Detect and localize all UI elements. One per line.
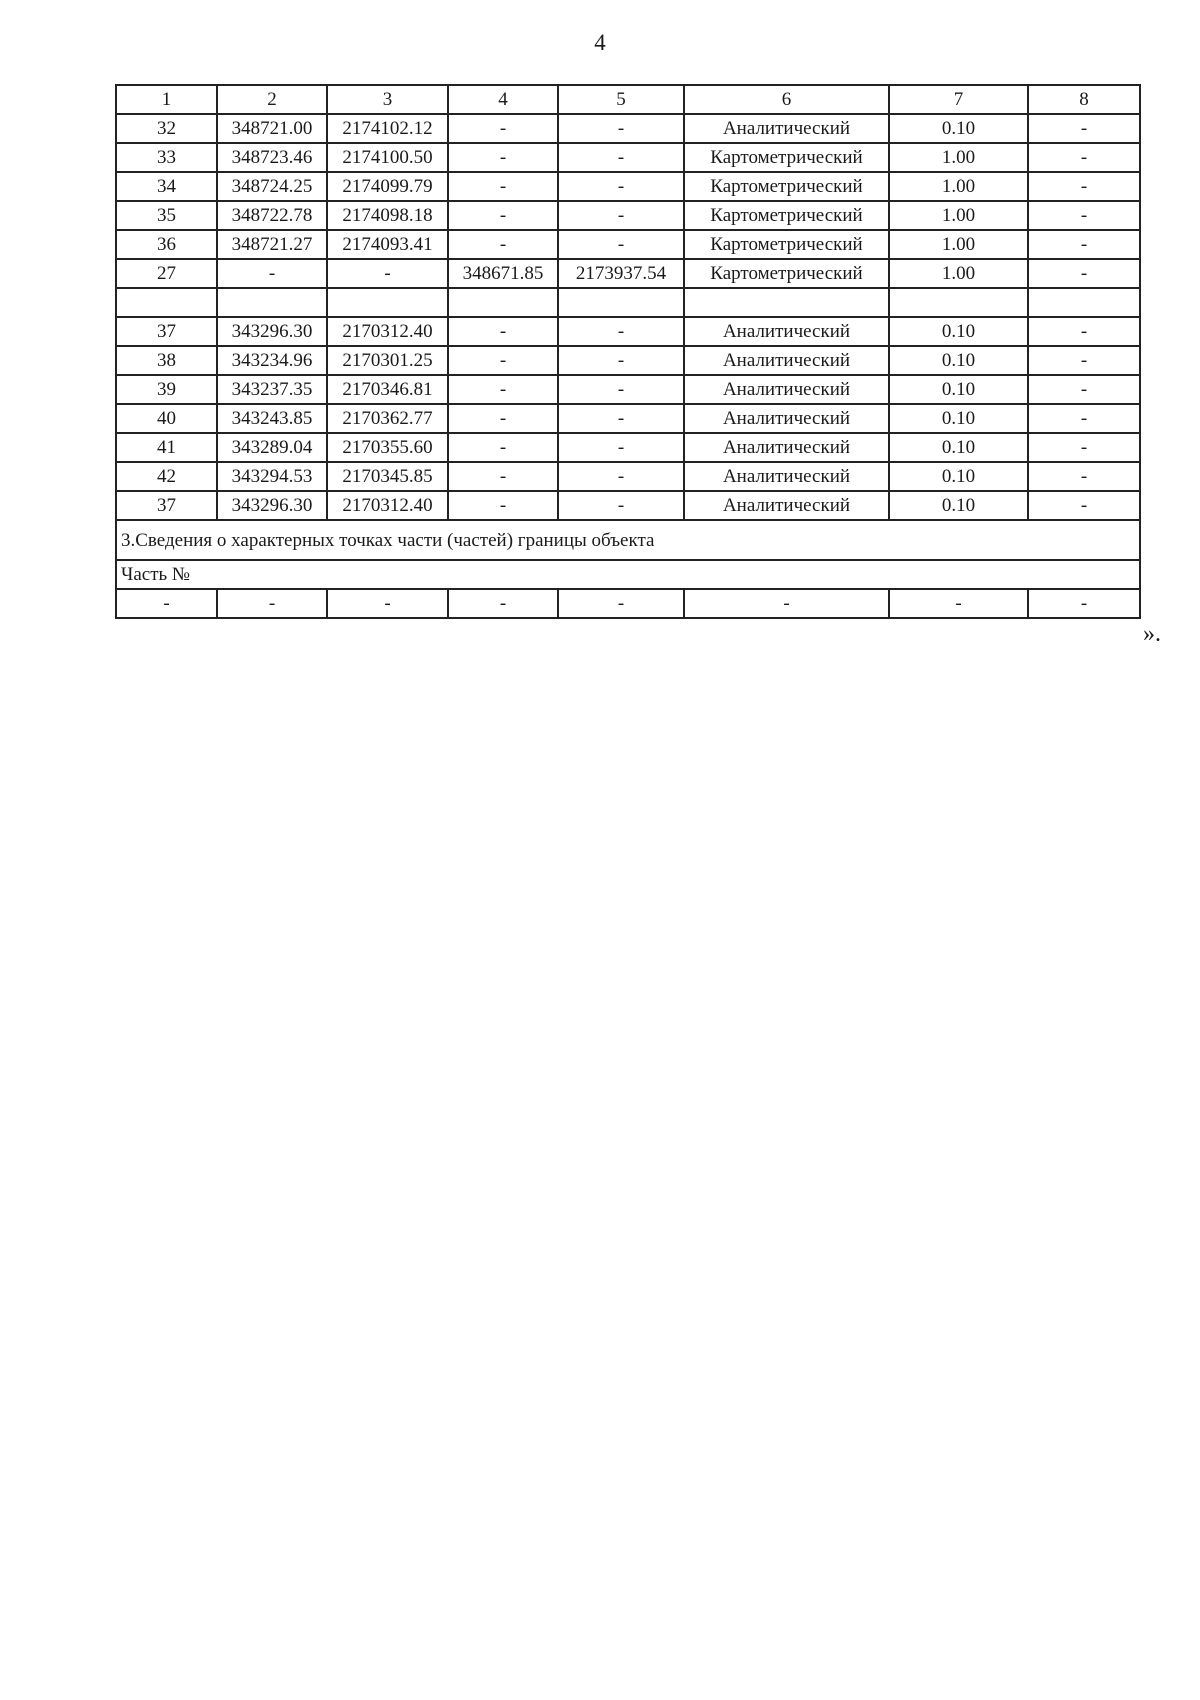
table-cell: - bbox=[558, 201, 684, 230]
table-cell: - bbox=[1028, 589, 1140, 618]
table-cell: 0.10 bbox=[889, 375, 1028, 404]
table-cell: 343289.04 bbox=[217, 433, 327, 462]
table-cell: Аналитический bbox=[684, 346, 889, 375]
section-title-row bbox=[116, 520, 1140, 560]
table-cell: 343296.30 bbox=[217, 491, 327, 520]
table-cell: 0.10 bbox=[889, 346, 1028, 375]
table-cell: 1.00 bbox=[889, 259, 1028, 288]
table-cell: - bbox=[116, 589, 217, 618]
table-cell: - bbox=[448, 462, 558, 491]
table-cell: 2170312.40 bbox=[327, 317, 448, 346]
column-header: 1 bbox=[116, 85, 217, 114]
table-cell: 2170345.85 bbox=[327, 462, 448, 491]
table-cell: - bbox=[448, 114, 558, 143]
table-cell: 0.10 bbox=[889, 317, 1028, 346]
table-cell: 38 bbox=[116, 346, 217, 375]
table-cell: - bbox=[1028, 143, 1140, 172]
table-row bbox=[116, 346, 1140, 375]
table-cell: 348723.46 bbox=[217, 143, 327, 172]
table-cell: 0.10 bbox=[889, 433, 1028, 462]
column-header: 2 bbox=[217, 85, 327, 114]
table-cell: - bbox=[558, 230, 684, 259]
table-cell: Аналитический bbox=[684, 491, 889, 520]
table-cell: - bbox=[558, 114, 684, 143]
table-cell: - bbox=[448, 172, 558, 201]
column-header: 8 bbox=[1028, 85, 1140, 114]
part-label: Часть № bbox=[116, 560, 1140, 589]
column-header: 3 bbox=[327, 85, 448, 114]
table-cell: - bbox=[217, 589, 327, 618]
table-cell: - bbox=[448, 201, 558, 230]
table-cell: 0.10 bbox=[889, 462, 1028, 491]
table-cell: 348721.00 bbox=[217, 114, 327, 143]
table-cell: 343243.85 bbox=[217, 404, 327, 433]
table-cell: 2170355.60 bbox=[327, 433, 448, 462]
table-row bbox=[116, 114, 1140, 143]
table-cell: - bbox=[448, 317, 558, 346]
table-cell: 37 bbox=[116, 317, 217, 346]
table-cell: Аналитический bbox=[684, 317, 889, 346]
part-data-row bbox=[116, 589, 1140, 618]
table-cell: 36 bbox=[116, 230, 217, 259]
table-row bbox=[116, 317, 1140, 346]
table-row bbox=[116, 375, 1140, 404]
table-cell: Аналитический bbox=[684, 375, 889, 404]
table-cell: - bbox=[1028, 346, 1140, 375]
table-body bbox=[116, 85, 1140, 618]
table-row bbox=[116, 491, 1140, 520]
table-cell: Аналитический bbox=[684, 404, 889, 433]
table-cell: 348724.25 bbox=[217, 172, 327, 201]
table-cell: - bbox=[889, 589, 1028, 618]
table-cell: - bbox=[1028, 259, 1140, 288]
closing-quote-mark: ». bbox=[1143, 621, 1161, 647]
table-cell: - bbox=[1028, 375, 1140, 404]
table-cell bbox=[1028, 288, 1140, 317]
table-cell: 343296.30 bbox=[217, 317, 327, 346]
table-cell: 39 bbox=[116, 375, 217, 404]
table-cell: - bbox=[448, 589, 558, 618]
table-cell: 2170362.77 bbox=[327, 404, 448, 433]
table-cell: - bbox=[1028, 114, 1140, 143]
table-cell: 32 bbox=[116, 114, 217, 143]
table-cell: - bbox=[327, 589, 448, 618]
table-cell bbox=[327, 288, 448, 317]
table-cell: 1.00 bbox=[889, 172, 1028, 201]
table-cell: - bbox=[558, 491, 684, 520]
table-cell: Аналитический bbox=[684, 114, 889, 143]
table-cell bbox=[116, 288, 217, 317]
table-cell: - bbox=[1028, 462, 1140, 491]
table-cell: - bbox=[1028, 230, 1140, 259]
table-cell: - bbox=[558, 317, 684, 346]
table-cell: 0.10 bbox=[889, 404, 1028, 433]
table-cell: 348671.85 bbox=[448, 259, 558, 288]
table-cell: - bbox=[558, 172, 684, 201]
table-cell: 2173937.54 bbox=[558, 259, 684, 288]
table-cell: - bbox=[448, 433, 558, 462]
table-row bbox=[116, 230, 1140, 259]
table-cell: - bbox=[558, 433, 684, 462]
table-cell: - bbox=[558, 589, 684, 618]
table-cell bbox=[558, 288, 684, 317]
table-cell: 2170346.81 bbox=[327, 375, 448, 404]
table-cell: 343294.53 bbox=[217, 462, 327, 491]
table-cell: - bbox=[558, 375, 684, 404]
table-row bbox=[116, 288, 1140, 317]
table-cell: - bbox=[558, 143, 684, 172]
table-row bbox=[116, 201, 1140, 230]
table-cell: Картометрический bbox=[684, 259, 889, 288]
table-cell: - bbox=[217, 259, 327, 288]
table-cell: 35 bbox=[116, 201, 217, 230]
column-header: 7 bbox=[889, 85, 1028, 114]
table-cell: 2170301.25 bbox=[327, 346, 448, 375]
table-cell: Аналитический bbox=[684, 433, 889, 462]
table-cell: - bbox=[1028, 172, 1140, 201]
table-row bbox=[116, 259, 1140, 288]
part-label-row bbox=[116, 560, 1140, 589]
table-row bbox=[116, 172, 1140, 201]
column-header: 5 bbox=[558, 85, 684, 114]
table-cell: - bbox=[448, 143, 558, 172]
table-cell: 2174098.18 bbox=[327, 201, 448, 230]
table-cell: 42 bbox=[116, 462, 217, 491]
column-header: 4 bbox=[448, 85, 558, 114]
table-cell: Картометрический bbox=[684, 172, 889, 201]
table-cell: 2174099.79 bbox=[327, 172, 448, 201]
table-cell: - bbox=[558, 462, 684, 491]
table-row bbox=[116, 143, 1140, 172]
table-cell: 37 bbox=[116, 491, 217, 520]
table-cell: Картометрический bbox=[684, 201, 889, 230]
table-cell bbox=[217, 288, 327, 317]
table-cell: 343234.96 bbox=[217, 346, 327, 375]
table-cell: 348721.27 bbox=[217, 230, 327, 259]
table-row bbox=[116, 404, 1140, 433]
table-cell: - bbox=[448, 491, 558, 520]
table-cell: 2174093.41 bbox=[327, 230, 448, 259]
coordinates-table bbox=[115, 84, 1141, 619]
table-cell: 2170312.40 bbox=[327, 491, 448, 520]
table-cell: Картометрический bbox=[684, 230, 889, 259]
table-cell: 1.00 bbox=[889, 201, 1028, 230]
table-cell: - bbox=[1028, 317, 1140, 346]
table-cell: 2174102.12 bbox=[327, 114, 448, 143]
table-cell: 27 bbox=[116, 259, 217, 288]
table-cell: - bbox=[1028, 404, 1140, 433]
table-cell: - bbox=[1028, 201, 1140, 230]
table-cell bbox=[448, 288, 558, 317]
table-cell: 34 bbox=[116, 172, 217, 201]
table-header-row bbox=[116, 85, 1140, 114]
table-cell: - bbox=[558, 404, 684, 433]
table-cell: - bbox=[327, 259, 448, 288]
table-cell: 343237.35 bbox=[217, 375, 327, 404]
table-cell: 33 bbox=[116, 143, 217, 172]
table-cell: - bbox=[448, 230, 558, 259]
table-row bbox=[116, 433, 1140, 462]
table-cell: - bbox=[684, 589, 889, 618]
page-number: 4 bbox=[594, 30, 606, 55]
table-cell: 40 bbox=[116, 404, 217, 433]
table-cell: Картометрический bbox=[684, 143, 889, 172]
table-cell: 348722.78 bbox=[217, 201, 327, 230]
table-cell: - bbox=[448, 404, 558, 433]
table-cell: - bbox=[448, 346, 558, 375]
table-cell: - bbox=[558, 346, 684, 375]
table-cell: 41 bbox=[116, 433, 217, 462]
table-cell: 0.10 bbox=[889, 491, 1028, 520]
table-cell: Аналитический bbox=[684, 462, 889, 491]
table-cell: - bbox=[448, 375, 558, 404]
section-title: 3.Сведения о характерных точках части (частей) границы объекта bbox=[116, 520, 1140, 560]
table-cell: 1.00 bbox=[889, 230, 1028, 259]
table-cell bbox=[684, 288, 889, 317]
table-cell bbox=[889, 288, 1028, 317]
table-cell: - bbox=[1028, 491, 1140, 520]
table-cell: - bbox=[1028, 433, 1140, 462]
table-cell: 1.00 bbox=[889, 143, 1028, 172]
table-cell: 2174100.50 bbox=[327, 143, 448, 172]
table-row bbox=[116, 462, 1140, 491]
column-header: 6 bbox=[684, 85, 889, 114]
table-cell: 0.10 bbox=[889, 114, 1028, 143]
